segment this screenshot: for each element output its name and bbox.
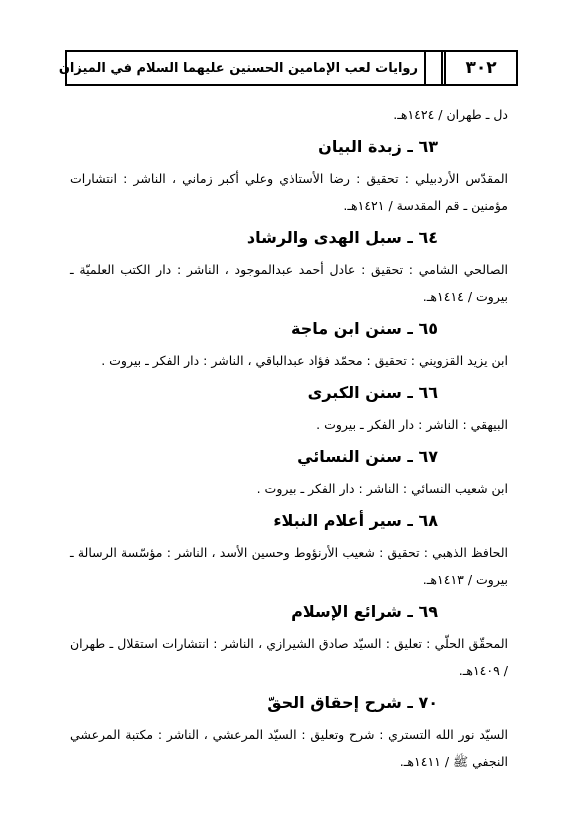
entry-text: المحقّق الحلّي : تعليق : السيّد صادق الشيرازي ، الناشر : انتشارات استقلال ـ طهران <box>70 636 508 651</box>
entry-text: ابن يزيد القزويني : تحقيق : محمّد فؤاد عبدالباقي ، الناشر : دار الفكر ـ بيروت . <box>101 353 508 368</box>
entry-heading: ٦٦ ـ سنن الكبرى <box>307 383 438 402</box>
entry-70 <box>70 684 508 775</box>
entry-68 <box>70 502 508 593</box>
entry-text: بيروت / ١٤١٣هـ. <box>422 572 508 587</box>
entry-text: ابن شعيب النسائي : الناشر : دار الفكر ـ بيروت . <box>256 481 508 496</box>
entry-heading: ٦٩ ـ شرائع الإسلام <box>291 602 438 621</box>
entry-63 <box>70 128 508 219</box>
entry-heading: ٦٨ ـ سير أعلام النبلاء <box>273 511 438 530</box>
bibliography-list <box>70 101 508 775</box>
entry-text: السيّد نور الله التستري : شرح وتعليق : السيّد المرعشي ، الناشر : مكتبة المرعشي <box>70 727 508 742</box>
entry-heading: ٦٣ ـ زبدة البيان <box>318 137 438 156</box>
entry-69 <box>70 593 508 684</box>
entry-text: النجفي ﷺ / ١٤١١هـ. <box>399 754 508 769</box>
entry-heading: ٦٥ ـ سنن ابن ماجة <box>291 319 438 338</box>
page-number: ٣٠٢ <box>441 52 516 84</box>
entry-heading: ٦٤ ـ سبل الهدى والرشاد <box>246 228 438 247</box>
entry-text: البيهقي : الناشر : دار الفكر ـ بيروت . <box>316 417 508 432</box>
entry-heading: ٧٠ ـ شرح إحقاق الحقّ <box>267 693 438 712</box>
entry-text: / ١٤٠٩هـ. <box>458 663 508 678</box>
entry-text: المقدّس الأردبيلي : تحقيق : رضا الأستاذي وعلي أكبر زماني ، الناشر : انتشارات <box>70 171 508 186</box>
entry-text: مؤمنين ـ قم المقدسة / ١٤٢١هـ. <box>343 198 508 213</box>
entry-text: الصالحي الشامي : تحقيق : عادل أحمد عبدالموجود ، الناشر : دار الكتب العلميّة ـ <box>70 262 508 277</box>
entry-65 <box>70 310 508 374</box>
entry-64 <box>70 219 508 310</box>
entry-text: الحافظ الذهبي : تحقيق : شعيب الأرنؤوط وحسين الأسد ، الناشر : مؤسّسة الرسالة ـ <box>70 545 508 560</box>
entry-67 <box>70 438 508 502</box>
page-header <box>58 50 518 86</box>
entry-text: بيروت / ١٤١٤هـ. <box>422 289 508 304</box>
continuation-line: دل ـ طهران / ١٤٢٤هـ. <box>393 107 508 122</box>
running-title: روايات لعب الإمامين الحسنين عليهما السلام في الميزان <box>67 52 426 84</box>
entry-66 <box>70 374 508 438</box>
entry-heading: ٦٧ ـ سنن النسائي <box>297 447 438 466</box>
